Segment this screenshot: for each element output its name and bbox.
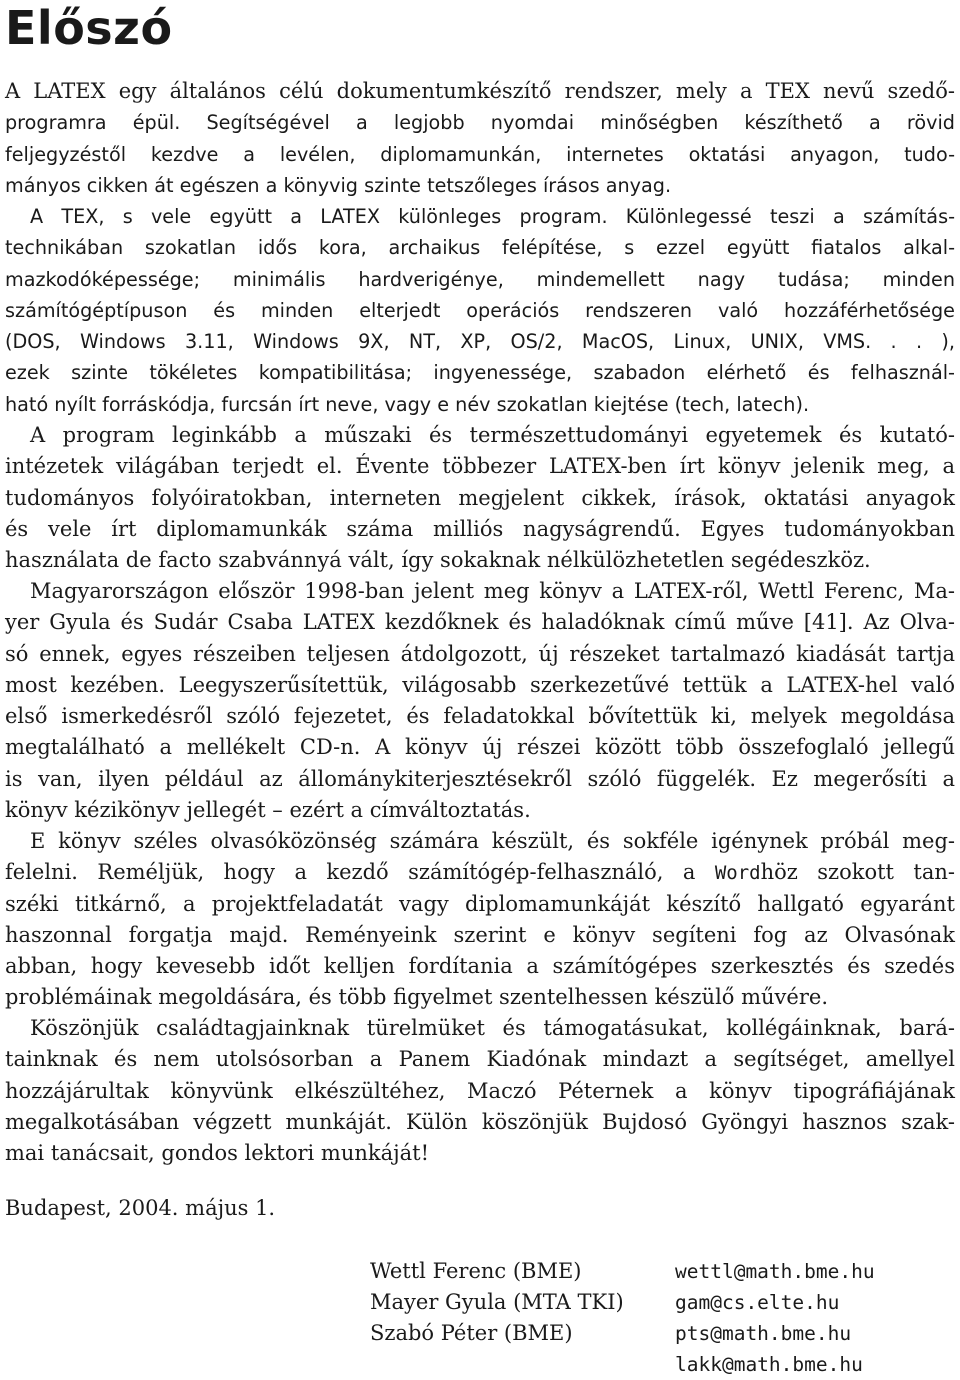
text-line: Köszönjük családtagjainknak türelmüket és támogatásukat, kollégáinknak, bará- [30,1016,955,1040]
text-line: hozzájárultak könyvünk elkészültéhez, Maczó Péternek a könyv tipográfiájának [5,1078,955,1103]
paragraph-acknowledgements [5,1013,955,1169]
text-line: Magyarországon először 1998-ban jelent meg könyv a LATEX-ről, Wettl Ferenc, Ma- [30,579,955,603]
document-page [5,0,955,1376]
text-line: só ennek, egyes részeiben teljesen átdolgozott, új részeket tartalmazó kiadását tartja [5,641,955,666]
text-line: problémáinak megoldására, és több figyelmet szentelhessen készülő művére. [5,985,828,1010]
place-and-date: Budapest, 2004. május 1. [5,1196,276,1220]
text-line: megtalálható a mellékelt CD-n. A könyv új részei között több összefoglaló jellegű [5,735,955,760]
text-line: számítógéptípuson és minden elterjedt operációs rendszeren való hozzáférhetősége [5,298,955,322]
text-line: megalkotásában végzett munkáját. Külön köszönjük Bujdosó Gyöngyi hasznos szak- [5,1109,955,1134]
text-line: mányos cikken át egészen a könyvig szinte tetszőleges írásos anyag. [5,173,672,197]
text-line: ezek szinte tökéletes kompatibilitása; ingyenessége, szabadon elérhető és felhasznál- [5,361,955,385]
text-line [5,857,955,888]
text-line: mazkodóképessége; minimális hardverigénye, mindemellett nagy tudása; minden [5,267,955,291]
paragraph-audience [5,826,955,1014]
author-email[interactable]: gam@cs.elte.hu [675,1291,840,1314]
text-line: abban, hogy kevesebb időt kelljen fordítania a számítógépes szerkesztés és szedés [5,954,955,979]
signature-row [370,1287,955,1318]
author-name: Szabó Péter (BME) [370,1321,573,1345]
text-line: A TEX, s vele együtt a LATEX különleges program. Különlegessé teszi a számítás- [30,205,955,228]
text-line: tudományos folyóiratokban, interneten megjelent cikkek, írások, oktatási anyagok [5,485,955,510]
author-email[interactable]: pts@math.bme.hu [675,1322,852,1345]
text-line: yer Gyula és Sudár Csaba LATEX kezdőknek és haladóknak című műve [41]. Az Olva- [5,610,955,635]
text-line: széki titkárnő, a projektfeladatát vagy diplomamunkáját készítő hallgató egyaránt [5,891,955,916]
signature-row [370,1318,955,1349]
text-line: programra épül. Segítségével a legjobb nyomdai minőségben készíthető a rövid [5,111,955,135]
text-line: technikában szokatlan idős kora, archaikus felépítése, s ezzel együtt fiatalos alkal- [5,236,955,260]
text-line: könyv kézikönyv jellegét – ezért a címváltoztatás. [5,798,531,823]
paragraph-history [5,576,955,826]
word-program-name: Word [714,862,761,885]
text-line: most kezében. Leegyszerűsítettük, világosabb szerkezetűvé tettük a LATEX-hel való [5,672,955,697]
text-segment: felelni. Reméljük, hogy a kezdő számítógép-felhasználó, a [5,860,715,885]
text-line: (DOS, Windows 3.11, Windows 9X, NT, XP, OS/2, MacOS, Linux, UNIX, VMS. . . ), [5,330,955,354]
text-line: intézetek világában terjedt el. Évente többezer LATEX-ben írt könyv jelenik meg, a [5,454,955,479]
author-name: Wettl Ferenc (BME) [370,1259,582,1283]
author-email[interactable]: wettl@math.bme.hu [675,1260,875,1283]
text-line: E könyv széles olvasóközönség számára készült, és sokféle igénynek próbál meg- [30,829,955,853]
text-line: első ismerkedésről szóló fejezetet, és feladatokkal bővítettük ki, melyek megoldása [5,704,955,729]
signature-row [370,1256,955,1287]
paragraph-usage [5,420,955,576]
author-email[interactable]: lakk@math.bme.hu [675,1353,863,1376]
page-title: Előszó [5,1,173,55]
text-segment: höz szokott tan- [760,860,955,885]
text-line: is van, ilyen például az állománykiterjesztésekről szóló függelék. Ez megerősíti a [5,766,955,791]
text-line: mai tanácsait, gondos lektori munkáját! [5,1141,430,1166]
author-name: Mayer Gyula (MTA TKI) [370,1290,624,1314]
text-line: feljegyzéstől kezdve a levélen, diplomamunkán, internetes oktatási anyagon, tudo- [5,142,955,166]
paragraph-tex-features [5,201,955,420]
signature-block [370,1256,955,1380]
text-line: haszonnal forgatja majd. Reményeink szerint e könyv segíteni fog az Olvasónak [5,922,955,947]
text-line: ható nyílt forráskódja, furcsán írt neve, vagy e név szokatlan kiejtése (tech, latech). [5,392,810,416]
text-line: használata de facto szabvánnyá vált, így sokaknak nélkülözhetetlen segédeszköz. [5,548,871,573]
text-line: A program leginkább a műszaki és természettudományi egyetemek és kutató- [30,423,955,447]
paragraph-intro [5,76,955,201]
text-line: tainknak és nem utolsósorban a Panem Kiadónak mindazt a segítséget, amellyel [5,1047,955,1072]
signature-row [370,1349,955,1380]
text-line: A LATEX egy általános célú dokumentumkészítő rendszer, mely a TEX nevű szedő- [5,79,955,103]
text-line: és vele írt diplomamunkák száma milliós nagyságrendű. Egyes tudományokban [5,516,955,541]
